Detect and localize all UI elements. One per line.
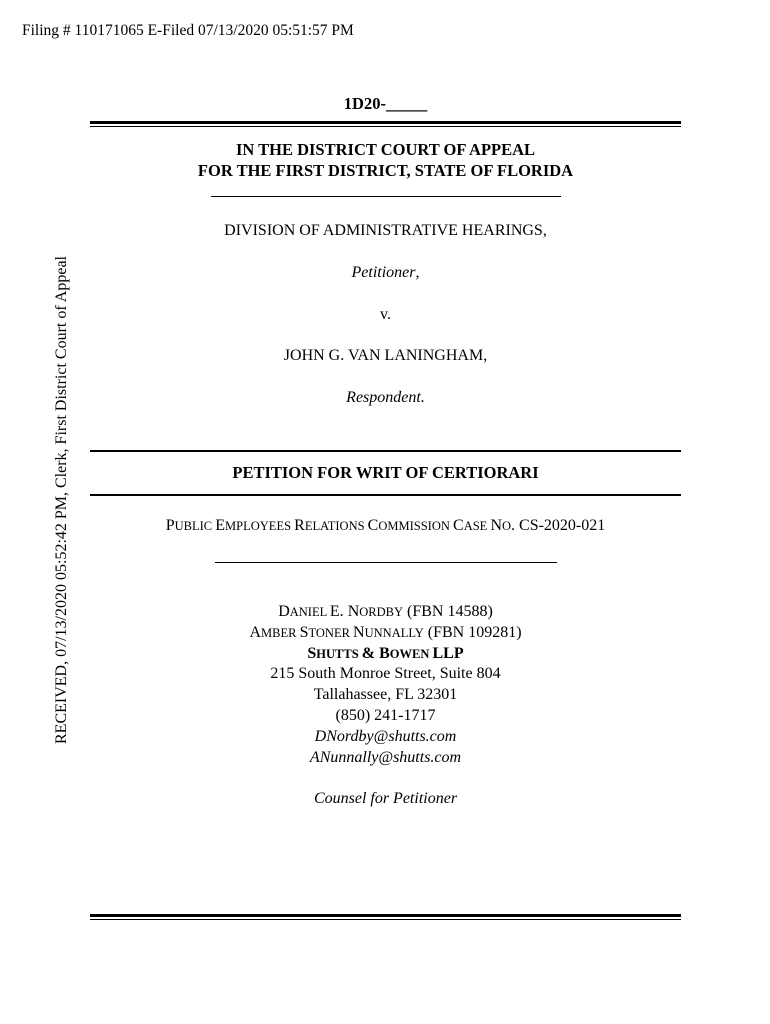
respondent-role: Respondent. bbox=[346, 389, 425, 406]
lc-o: O bbox=[502, 519, 512, 533]
email-2[interactable]: ANunnally@shutts.com bbox=[309, 748, 462, 766]
a1-mid: E. bbox=[329, 603, 348, 620]
a1-aniel: ANIEL bbox=[289, 605, 330, 619]
a2-mber: MBER bbox=[261, 625, 300, 640]
law-firm bbox=[90, 644, 681, 665]
attorney-2 bbox=[90, 623, 681, 644]
title-rule-bottom bbox=[90, 494, 681, 496]
a1-bar: (FBN 14588) bbox=[403, 603, 493, 620]
phone-number: (850) 241-1717 bbox=[335, 706, 436, 724]
court-line-1: IN THE DISTRICT COURT OF APPEAL bbox=[235, 140, 536, 159]
lower-tribunal-case bbox=[90, 517, 681, 535]
a2-toner: TONER bbox=[308, 625, 354, 640]
petitioner-role-line bbox=[90, 264, 681, 282]
lc-e: E bbox=[215, 517, 226, 534]
firm-llp: LLP bbox=[432, 644, 464, 662]
lc-number: . CS-2020-021 bbox=[511, 517, 606, 534]
bottom-double-rule bbox=[90, 914, 681, 920]
lc-ommission: OMMISSION bbox=[378, 519, 454, 533]
address-line-2: Tallahassee, FL 32301 bbox=[313, 686, 458, 704]
address-line-1: 215 South Monroe Street, Suite 804 bbox=[270, 665, 501, 683]
a1-n: N bbox=[347, 603, 360, 620]
a1-d: D bbox=[278, 603, 290, 620]
lc-ase: ASE bbox=[463, 519, 491, 533]
firm-s: S bbox=[307, 644, 317, 662]
received-stamp: RECEIVED, 07/13/2020 05:52:42 PM, Clerk, First District Court of Appeal bbox=[53, 256, 70, 744]
case-separator bbox=[215, 562, 557, 563]
lc-c: C bbox=[367, 517, 379, 534]
lc-c2: C bbox=[453, 517, 464, 534]
lc-p: P bbox=[165, 517, 175, 534]
lc-n: N bbox=[490, 517, 502, 534]
counsel-block bbox=[90, 602, 681, 768]
versus: v. bbox=[380, 306, 391, 323]
a1-ordby: ORDBY bbox=[359, 605, 404, 619]
firm-b: B bbox=[379, 644, 390, 662]
lc-r: R bbox=[294, 517, 305, 534]
document-title: PETITION FOR WRIT OF CERTIORARI bbox=[232, 463, 539, 482]
case-number: 1D20-_____ bbox=[343, 94, 428, 113]
court-line-2: FOR THE FIRST DISTRICT, STATE OF FLORIDA bbox=[197, 161, 574, 180]
petitioner-name: DIVISION OF ADMINISTRATIVE HEARINGS, bbox=[224, 222, 547, 239]
email-1[interactable]: DNordby@shutts.com bbox=[314, 727, 457, 745]
firm-amp: & bbox=[361, 644, 380, 662]
filing-stamp: Filing # 110171065 E-Filed 07/13/2020 05:51:57 PM bbox=[22, 22, 354, 39]
a2-s: S bbox=[299, 623, 309, 641]
petitioner-role-comma: , bbox=[415, 264, 420, 281]
firm-hutts: HUTTS bbox=[316, 646, 362, 661]
court-heading bbox=[90, 139, 681, 181]
counsel-role: Counsel for Petitioner bbox=[313, 790, 458, 807]
lc-ublic: UBLIC bbox=[174, 519, 216, 533]
top-double-rule bbox=[90, 121, 681, 127]
attorney-1 bbox=[90, 602, 681, 623]
court-separator bbox=[211, 196, 561, 197]
firm-owen: OWEN bbox=[389, 646, 433, 661]
a2-n: N bbox=[353, 623, 365, 641]
respondent-name: JOHN G. VAN LANINGHAM, bbox=[283, 347, 488, 364]
lc-elations: ELATIONS bbox=[304, 519, 368, 533]
a2-unnally: UNNALLY bbox=[364, 625, 424, 640]
lc-mployees: MPLOYEES bbox=[225, 519, 295, 533]
title-rule-top bbox=[90, 450, 681, 452]
a2-bar: (FBN 109281) bbox=[423, 623, 522, 641]
petitioner-role: Petitioner bbox=[351, 264, 416, 281]
a2-a: A bbox=[249, 623, 262, 641]
